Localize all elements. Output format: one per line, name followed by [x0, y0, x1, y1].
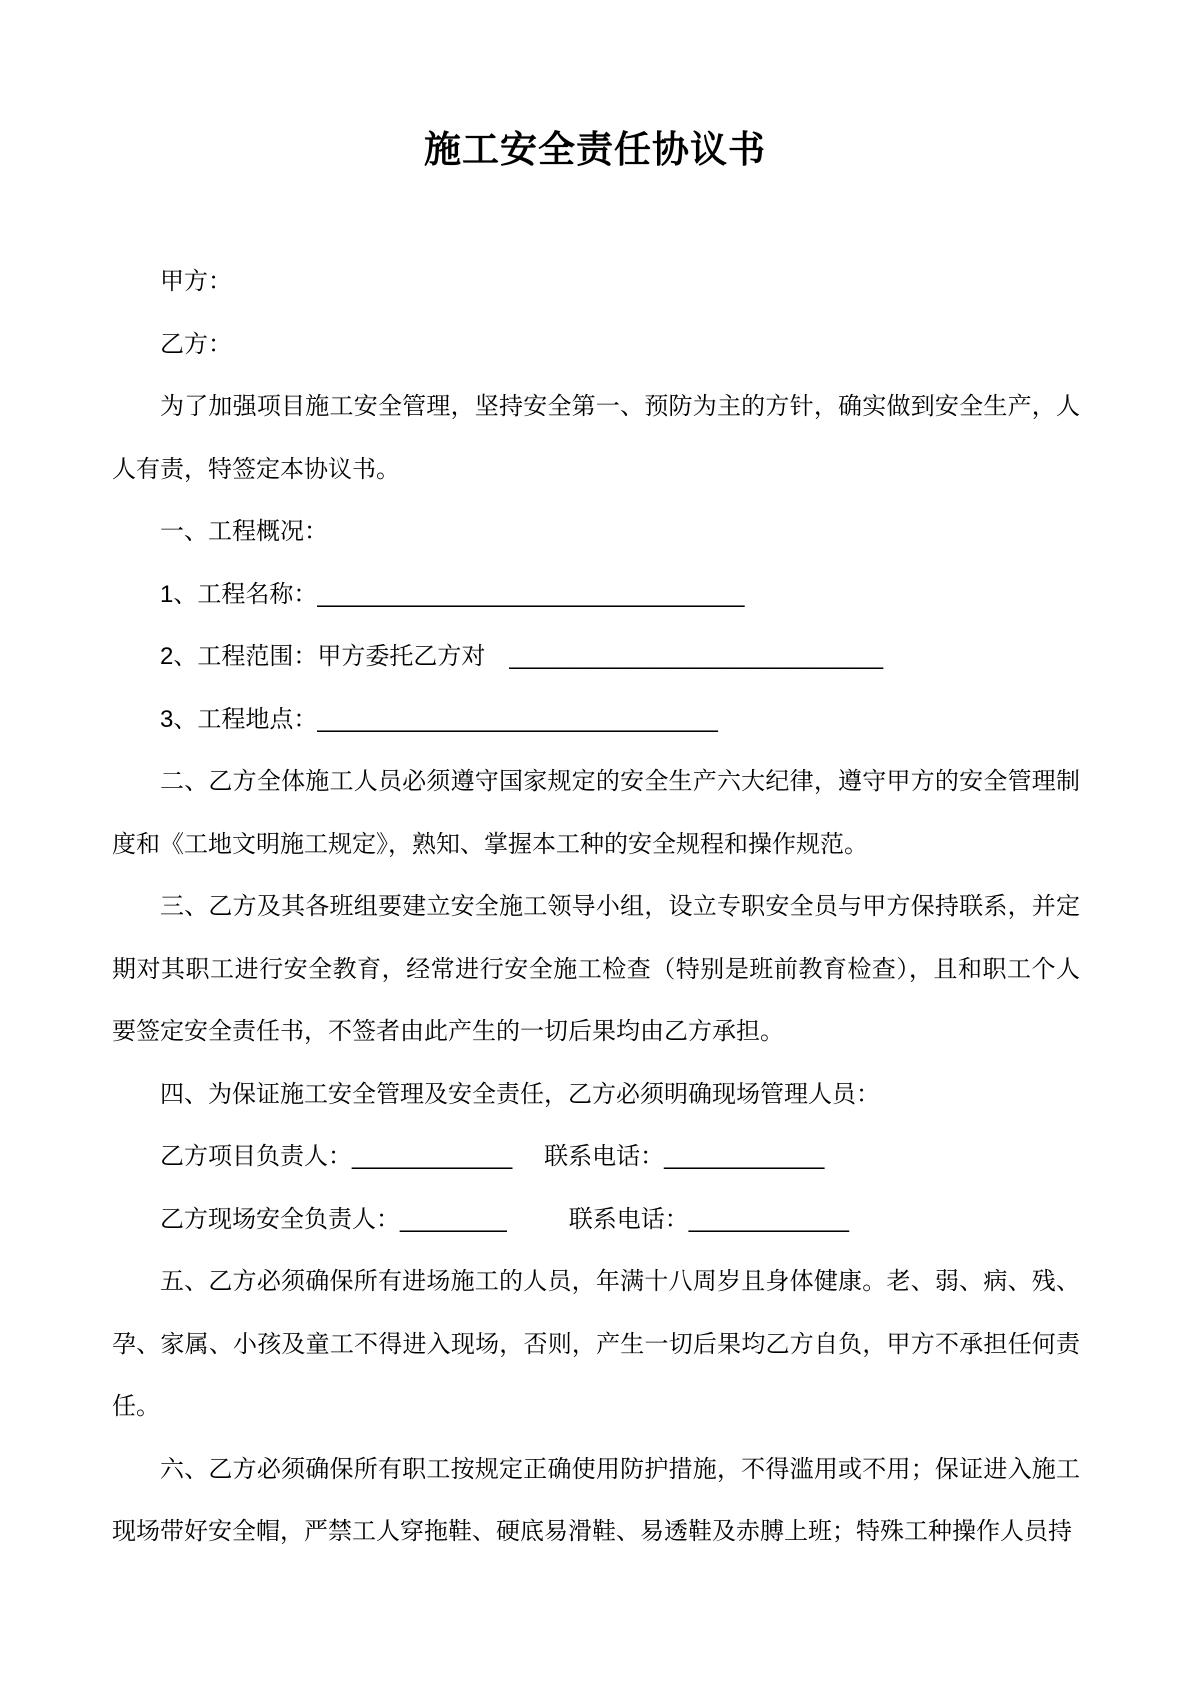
safety-officer-label: 乙方现场安全负责人： — [160, 1205, 400, 1233]
project-location-line — [112, 689, 1080, 752]
manager-phone-label: 联系电话： — [544, 1143, 665, 1170]
manager-contact-line — [112, 1126, 1080, 1189]
project-scope-blank[interactable]: ____________________________ — [509, 643, 884, 670]
manager-label: 乙方项目负责人： — [160, 1143, 352, 1170]
safety-officer-phone-blank[interactable]: ____________ — [688, 1205, 849, 1233]
project-scope-label: 2、工程范围：甲方委托乙方对 — [160, 643, 510, 670]
project-location-blank[interactable]: ______________________________ — [317, 705, 718, 733]
party-b-line: 乙方： — [160, 330, 232, 358]
manager-name-blank[interactable]: ____________ — [352, 1143, 513, 1170]
section-6-paragraph: 六、乙方必须确保所有职工按规定正确使用防护措施，不得滥用或不用；保证进入施工现场带好安全帽，严禁工人穿拖鞋、硬底易滑鞋、易透鞋及赤膊上班；特殊工种操作人员持 — [112, 1455, 1080, 1545]
intro-paragraph: 为了加强项目施工安全管理，坚持安全第一、预防为主的方针，确实做到安全生产，人人有责，特签定本协议书。 — [112, 393, 1080, 483]
project-name-line — [112, 564, 1080, 627]
document-title: 施工安全责任协议书 — [424, 129, 766, 170]
project-location-label: 3、工程地点： — [160, 705, 318, 733]
document-body — [112, 251, 1080, 1564]
project-scope-line — [112, 626, 1080, 689]
project-name-label: 1、工程名称： — [160, 580, 318, 608]
party-a-line: 甲方： — [160, 268, 232, 295]
safety-officer-name-blank[interactable]: ________ — [400, 1205, 507, 1233]
section-5-paragraph: 五、乙方必须确保所有进场施工的人员，年满十八周岁且身体健康。老、弱、病、残、孕、家属、小孩及童工不得进入现场，否则，产生一切后果均乙方自负，甲方不承担任何责任。 — [112, 1268, 1080, 1420]
section-3-paragraph: 三、乙方及其各班组要建立安全施工领导小组，设立专职安全员与甲方保持联系，并定期对其职工进行安全教育，经常进行安全施工检查（特别是班前教育检查），且和职工个人要签定安全责任书，不签者由此产生的一切后果均由乙方承担。 — [112, 893, 1080, 1045]
project-name-blank[interactable]: ________________________________ — [317, 580, 745, 608]
section-4-paragraph: 四、为保证施工安全管理及安全责任，乙方必须明确现场管理人员： — [160, 1080, 880, 1108]
safety-officer-phone-label: 联系电话： — [568, 1205, 689, 1233]
safety-officer-contact-line — [112, 1189, 1080, 1252]
section-1-heading: 一、工程概况： — [160, 518, 328, 545]
section-2-paragraph: 二、乙方全体施工人员必须遵守国家规定的安全生产六大纪律，遵守甲方的安全管理制度和《工地文明施工规定》，熟知、掌握本工种的安全规程和操作规范。 — [112, 768, 1080, 858]
manager-phone-blank[interactable]: ____________ — [664, 1143, 825, 1170]
